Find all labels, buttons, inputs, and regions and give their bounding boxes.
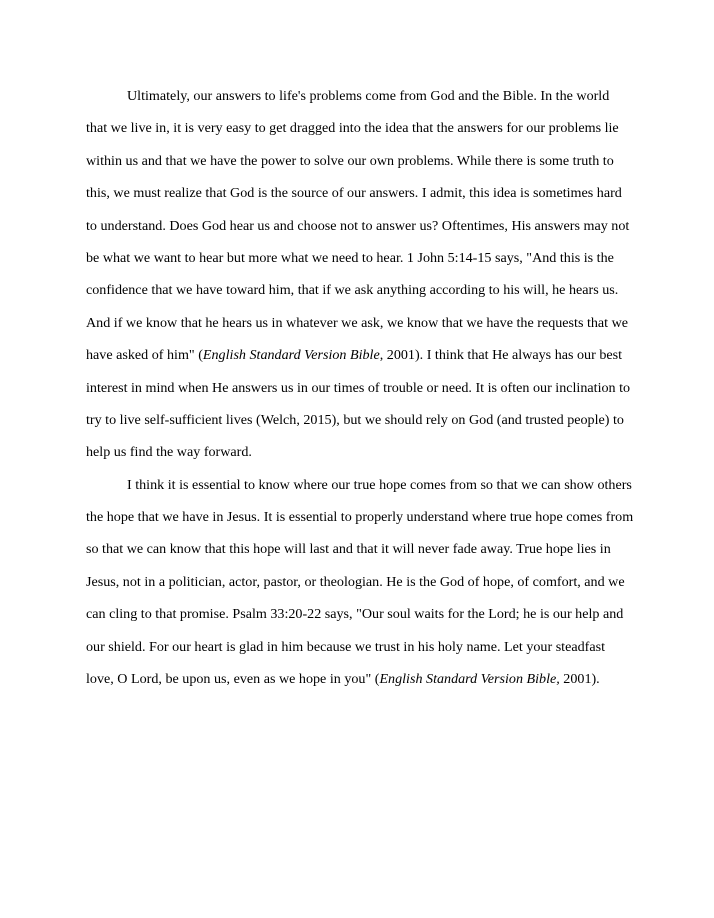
text-run: be what we want to hear but more what we need to hear. 1 John 5:14-15 says, "And this is the (86, 249, 614, 266)
text-line (86, 598, 642, 630)
text-line (86, 566, 642, 598)
text-run: that we live in, it is very easy to get dragged into the idea that the answers for our problems lie (86, 120, 619, 137)
citation-title: English Standard Version Bible, (379, 671, 560, 688)
text-run: confidence that we have toward him, that if we ask anything according to his will, he hears us. (86, 282, 619, 299)
text-run: Jesus, not in a politician, actor, pastor, or theologian. He is the God of hope, of comfort, and we (86, 573, 625, 590)
text-run: this, we must realize that God is the source of our answers. I admit, this idea is sometimes hard (86, 185, 622, 202)
paragraph-2 (86, 469, 642, 696)
text-run: try to live self-sufficient lives (Welch, 2015), but we should rely on God (and trusted people) to (86, 411, 624, 428)
text-line (86, 533, 642, 565)
text-line (86, 501, 642, 533)
text-run: within us and that we have the power to solve our own problems. While there is some truth to (86, 152, 614, 169)
text-run: have asked of him" ( (86, 347, 203, 364)
text-line (86, 80, 642, 112)
text-run: our shield. For our heart is glad in him because we trust in his holy name. Let your steadfast (86, 638, 606, 655)
text-run: love, O Lord, be upon us, even as we hope in you" ( (86, 671, 380, 688)
text-line (86, 339, 642, 371)
text-run: And if we know that he hears us in whatever we ask, we know that we have the requests that we (86, 314, 629, 331)
text-line (86, 274, 642, 306)
text-run: the hope that we have in Jesus. It is essential to properly understand where true hope comes from (86, 509, 634, 526)
citation-title: English Standard Version Bible (202, 347, 380, 364)
text-line (86, 242, 642, 274)
text-run: interest in mind when He answers us in our times of trouble or need. It is often our inclination to (86, 379, 631, 396)
text-run: help us find the way forward. (86, 444, 252, 461)
text-line (86, 663, 642, 695)
text-run: to understand. Does God hear us and choose not to answer us? Oftentimes, His answers may not (86, 217, 630, 234)
text-line (86, 307, 642, 339)
text-run: 2001). (559, 671, 600, 688)
text-line (86, 112, 642, 144)
text-line (86, 469, 642, 501)
text-line (86, 210, 642, 242)
text-line (86, 372, 642, 404)
document-body (86, 80, 642, 695)
text-line (86, 631, 642, 663)
text-run: Ultimately, our answers to life's problems come from God and the Bible. In the world (127, 88, 610, 104)
text-run: I think it is essential to know where our true hope comes from so that we can show others (127, 476, 632, 493)
text-line (86, 145, 642, 177)
text-run: so that we can know that this hope will last and that it will never fade away. True hope lies in (86, 541, 611, 558)
text-line (86, 436, 642, 468)
text-run: can cling to that promise. Psalm 33:20-22 says, "Our soul waits for the Lord; he is our help and (86, 606, 624, 623)
text-run: , 2001). I think that He always has our best (379, 347, 623, 364)
text-line (86, 404, 642, 436)
paragraph-1 (86, 80, 642, 469)
text-line (86, 177, 642, 209)
